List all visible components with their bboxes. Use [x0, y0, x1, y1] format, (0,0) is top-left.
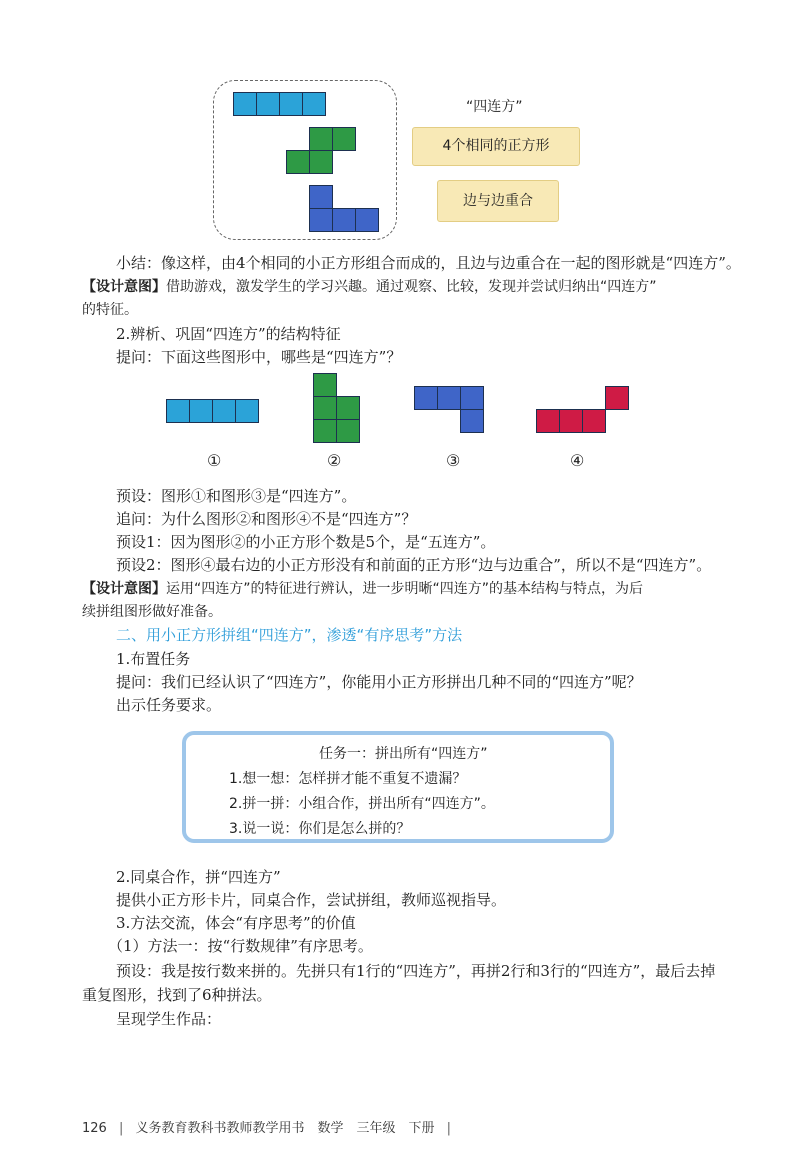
method-sub: （1）方法一：按“行数规律”有序思考。 [108, 937, 373, 955]
task-item-3: 3.说一说：你们是怎么拼的？ [229, 821, 411, 837]
preset-1-text: 预设1：因为图形②的小正方形个数是5个，是“五连方”。 [116, 533, 496, 551]
design-intent-2 [82, 577, 643, 600]
task-assign-show: 出示任务要求。 [116, 696, 222, 714]
design-intent-1 [82, 275, 657, 298]
page-number: 126 [82, 1121, 107, 1136]
cooperate-heading: 2.同桌合作，拼“四连方” [116, 868, 281, 886]
method-heading: 3.方法交流，体会“有序思考”的价值 [116, 914, 356, 932]
task-assign-question: 提问：我们已经认识了“四连方”，你能用小正方形拼出几种不同的“四连方”呢？ [116, 673, 642, 691]
section-heading: 2.辨析、巩固“四连方”的结构特征 [116, 325, 341, 343]
part-two-heading: 二、用小正方形拼组“四连方”，渗透“有序思考”方法 [116, 626, 463, 644]
design-intent-1-line2: 的特征。 [82, 302, 138, 318]
note-edge-overlap: 边与边重合 [437, 180, 559, 222]
task-item-2: 2.拼一拼：小组合作，拼出所有“四连方”。 [229, 796, 495, 812]
design-intent-text: 借助游戏，激发学生的学习兴趣。通过观察、比较，发现并尝试归纳出“四连方” [166, 279, 657, 295]
method-preset-line2: 重复图形，找到了6种拼法。 [82, 986, 272, 1004]
design-intent-2-line2: 续拼组图形做好准备。 [82, 604, 222, 620]
cooperate-text: 提供小正方形卡片，同桌合作，尝试拼组，教师巡视指导。 [116, 891, 507, 909]
page-footer: 126 | 义务教育教科书教师教学用书 数学 三年级 下册 | [82, 1121, 452, 1136]
task-box-title: 任务一：拼出所有“四连方” [319, 746, 488, 762]
summary-text: 小结：像这样，由4个相同的小正方形组合而成的，且边与边重合在一起的图形就是“四连方”。 [116, 254, 741, 272]
task-assign-heading: 1.布置任务 [116, 650, 191, 668]
figure-title: “四连方” [466, 99, 523, 115]
design-intent-text: 运用“四连方”的特征进行辨认，进一步明晰“四连方”的基本结构与特点，为后 [166, 581, 644, 597]
note-four-squares: 4个相同的正方形 [412, 127, 580, 166]
figure-label-4: ④ [570, 451, 585, 470]
figure-label-2: ② [327, 451, 342, 470]
method-preset-line1: 预设：我是按行数来拼的。先拼只有1行的“四连方”，再拼2行和3行的“四连方”，最后去掉 [116, 962, 716, 980]
figure-label-3: ③ [446, 451, 461, 470]
book-title: 义务教育教科书教师教学用书 数学 三年级 下册 [135, 1121, 435, 1136]
present-work-text: 呈现学生作品： [116, 1010, 222, 1028]
design-intent-bracket: 【设计意图】 [82, 279, 166, 295]
task-item-1: 1.想一想：怎样拼才能不重复不遗漏？ [229, 771, 467, 787]
preset-2-text: 预设2：图形④最右边的小正方形没有和前面的正方形“边与边重合”，所以不是“四连方”。 [116, 556, 712, 574]
follow-up-text: 追问：为什么图形②和图形④不是“四连方”？ [116, 510, 417, 528]
design-intent-bracket: 【设计意图】 [82, 581, 166, 597]
figure-label-1: ① [207, 451, 222, 470]
question-text: 提问：下面这些图形中，哪些是“四连方”？ [116, 348, 402, 366]
preset-text: 预设：图形①和图形③是“四连方”。 [116, 487, 357, 505]
